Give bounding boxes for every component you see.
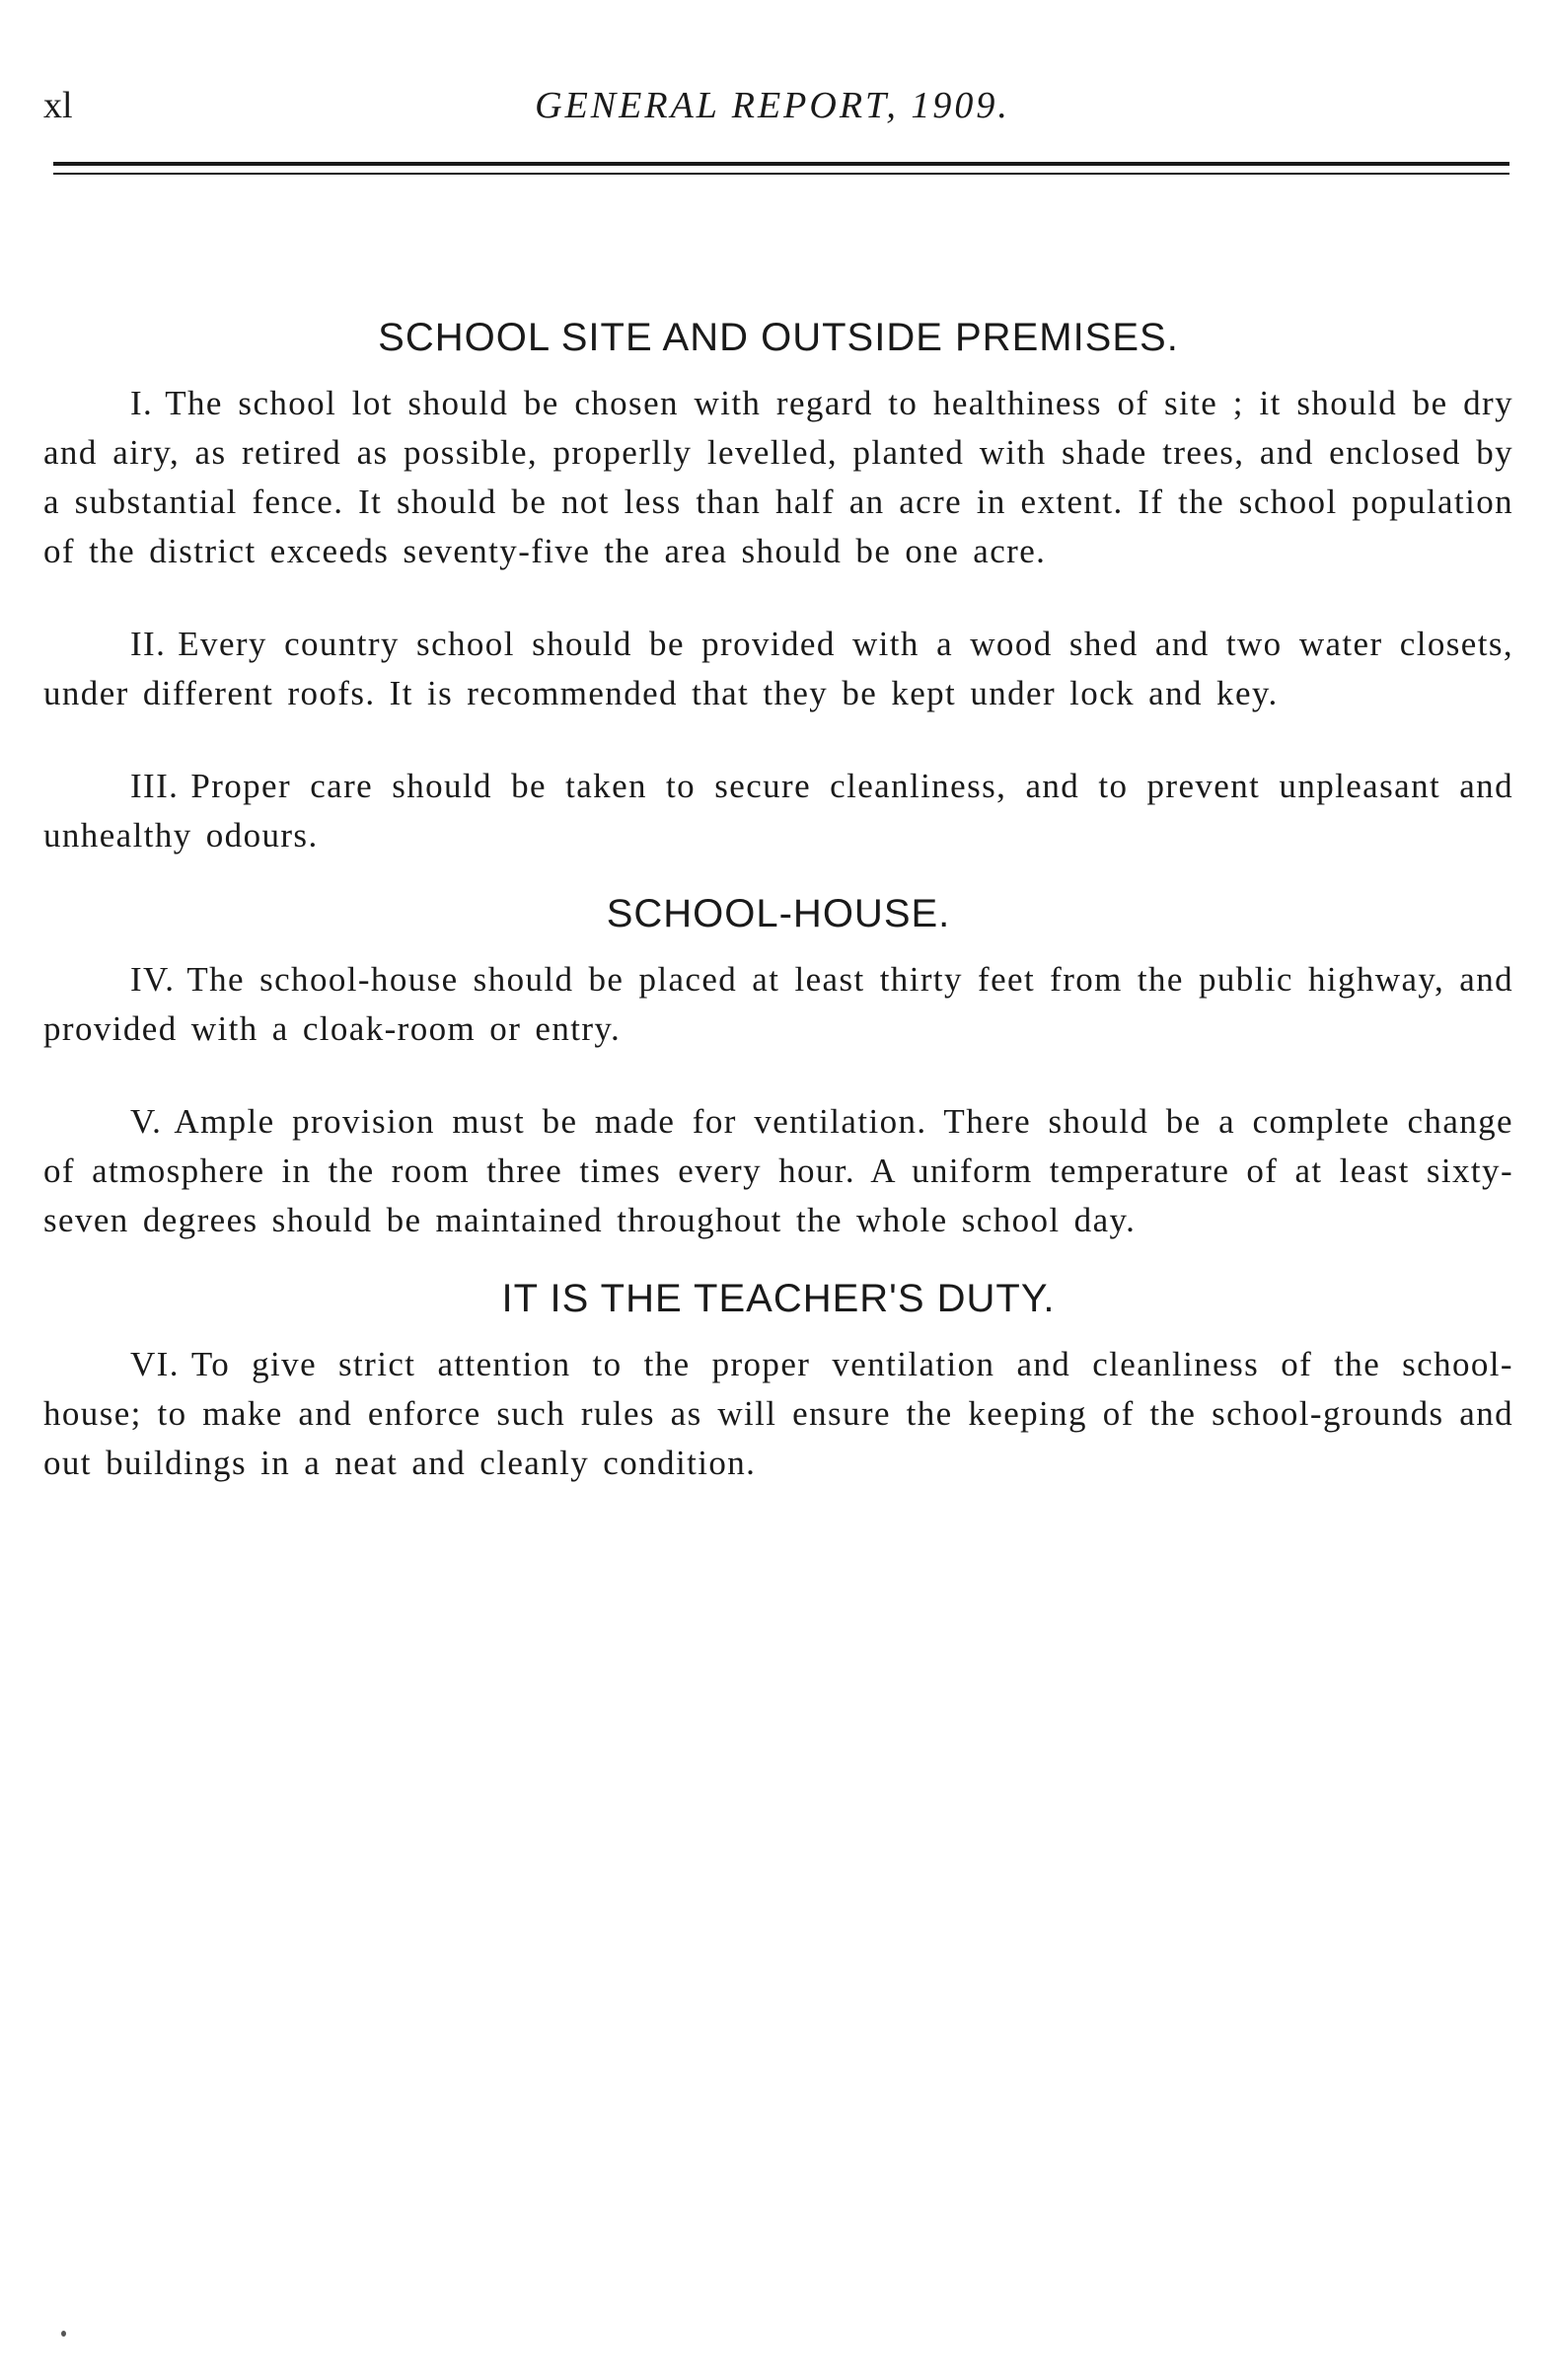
paragraph-text: The school-house should be placed at least thirty feet from the public highway, and provided with a cloak-room or entry. [43, 960, 1513, 1048]
page-number: xl [43, 85, 73, 126]
paragraph-i [43, 379, 1513, 576]
paragraph-text: The school lot should be chosen with regard to healthiness of site ; it should be dry and airy, as retired as possible, properlly levelled, planted with shade trees, and enclosed by a substantial fence. It should be not less than half an acre in extent. If the school population of the district exceeds seventy-five the area should be one acre. [43, 384, 1513, 570]
paragraph-numeral: IV. [130, 960, 176, 999]
paragraph-iv [43, 955, 1513, 1054]
paragraph-v [43, 1097, 1513, 1245]
print-speck [61, 2331, 66, 2337]
paragraph-vi [43, 1340, 1513, 1488]
header-rule-thin [53, 173, 1509, 175]
paragraph-ii [43, 620, 1513, 718]
header-rule-thick [53, 162, 1509, 166]
paragraph-numeral: VI. [130, 1345, 180, 1383]
section-heading: SCHOOL SITE AND OUTSIDE PREMISES. [378, 316, 1179, 359]
paragraph-iii [43, 762, 1513, 860]
section-school-house [43, 890, 1513, 1245]
paragraph-text: Every country school should be provided with a wood shed and two water closets, under different roofs. It is recommended that they be kept under lock and key. [43, 625, 1513, 712]
section-heading: SCHOOL-HOUSE. [606, 892, 951, 935]
paragraph-numeral: II. [130, 625, 167, 663]
paragraph-numeral: V. [130, 1102, 163, 1141]
page-body [43, 314, 1513, 1531]
header-double-rule [53, 162, 1509, 178]
section-heading: IT IS THE TEACHER'S DUTY. [501, 1277, 1056, 1320]
paragraph-text: Proper care should be taken to secure cleanliness, and to prevent unpleasant and unhealthy odours. [43, 767, 1513, 855]
section-school-site [43, 314, 1513, 860]
paragraph-numeral: I. [130, 384, 154, 422]
running-title: GENERAL REPORT, 1909. [535, 85, 1010, 126]
paragraph-numeral: III. [130, 767, 180, 805]
section-teachers-duty [43, 1275, 1513, 1488]
paragraph-text: Ample provision must be made for ventilation. There should be a complete change of atmosphere in the room three times every hour. A uniform temperature of at least sixty-seven degrees should be maintained throughout the whole school day. [43, 1102, 1513, 1239]
paragraph-text: To give strict attention to the proper ventilation and cleanliness of the school-house; to make and enforce such rules as will ensure the keeping of the school-grounds and out buildings in a neat and cleanly condition. [43, 1345, 1513, 1482]
